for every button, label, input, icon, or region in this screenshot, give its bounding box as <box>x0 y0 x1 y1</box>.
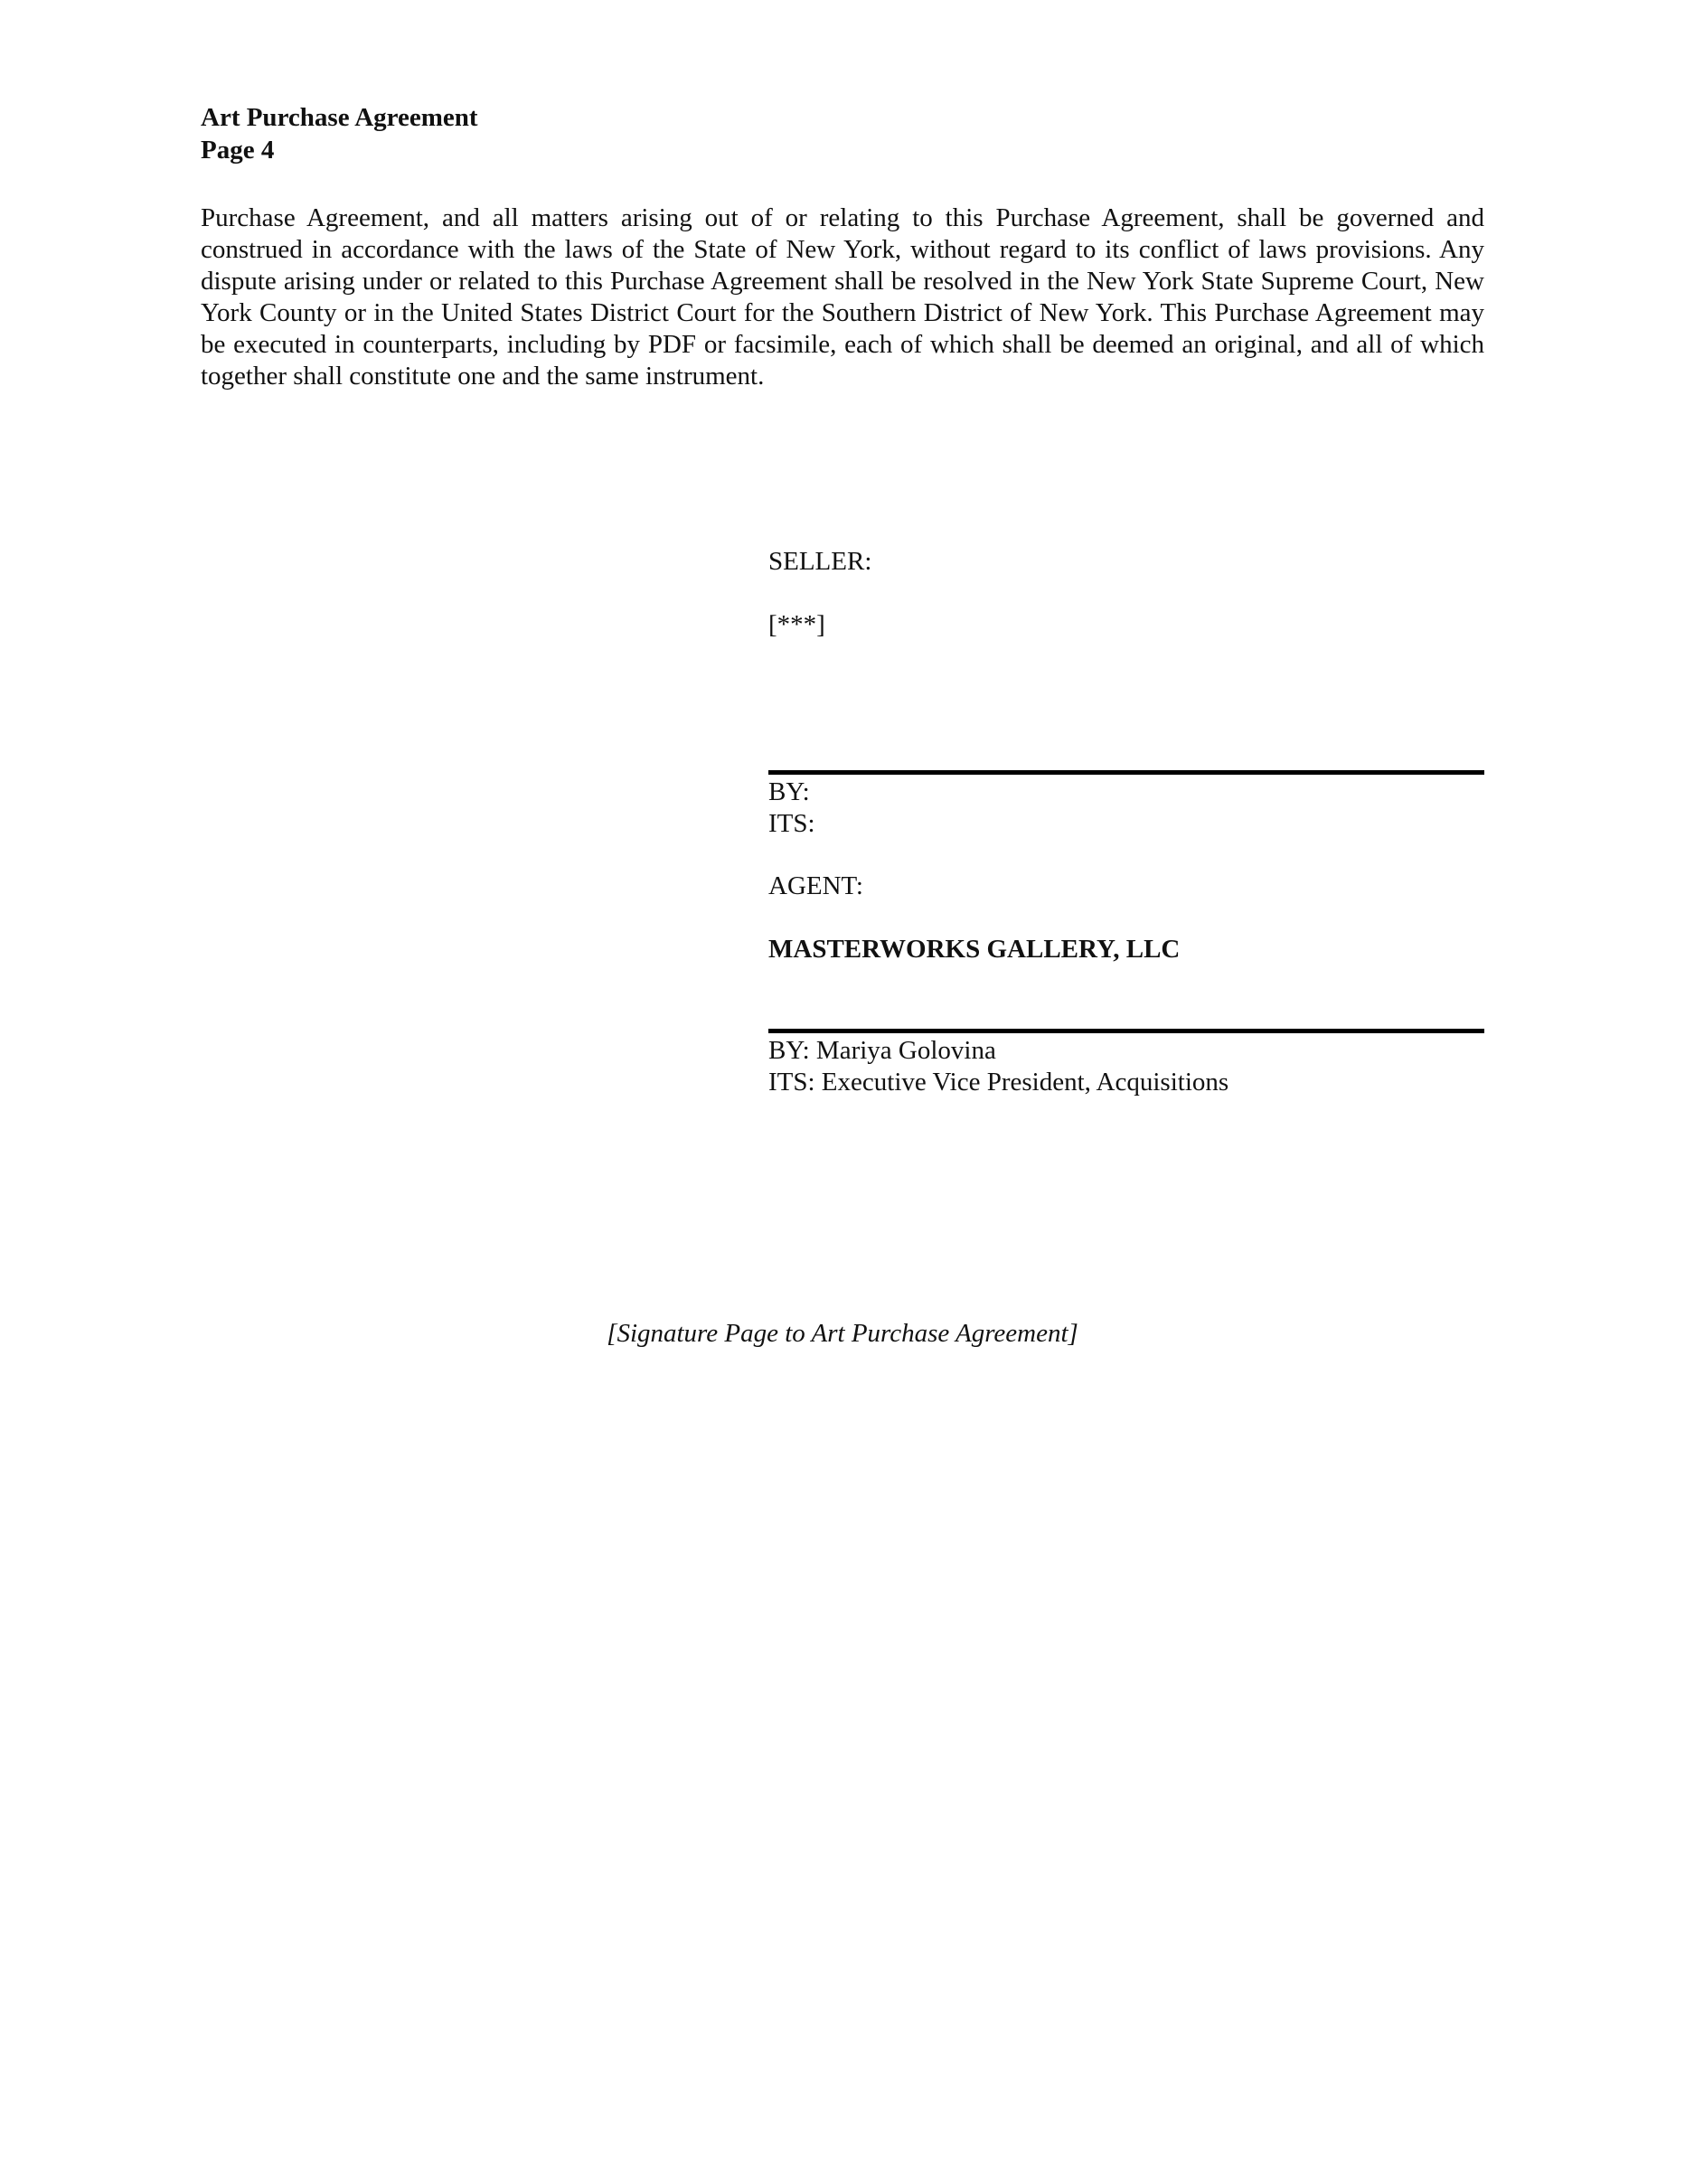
seller-label: SELLER: <box>768 547 872 576</box>
agent-label: AGENT: <box>768 871 863 900</box>
seller-signature-line <box>768 770 1484 775</box>
page-number: Page 4 <box>201 136 275 165</box>
agent-its: ITS: Executive Vice President, Acquisitions <box>768 1068 1229 1097</box>
governing-law-paragraph: Purchase Agreement, and all matters arising out of or relating to this Purchase Agreement, shall be governed and construed in accordance with the laws of the State of New York, without regard to its conflict of laws provisions. Any dispute arising under or related to this Purchase Agreement shall be resolved in the New York State Supreme Court, New York County or in the United States District Court for the Southern District of New York. This Purchase Agreement may be executed in counterparts, including by PDF or facsimile, each of which shall be deemed an original, and all of which together shall constitute one and the same instrument. <box>201 203 1484 391</box>
document-header <box>201 101 478 166</box>
signature-page-caption: [Signature Page to Art Purchase Agreement] <box>607 1319 1078 1348</box>
seller-name: [***] <box>768 610 825 639</box>
agent-signature-line <box>768 1029 1484 1033</box>
seller-its: ITS: <box>768 809 815 838</box>
agent-by: BY: Mariya Golovina <box>768 1036 996 1065</box>
document-title: Art Purchase Agreement <box>201 103 478 132</box>
agent-name: MASTERWORKS GALLERY, LLC <box>768 935 1181 964</box>
seller-by: BY: <box>768 777 810 806</box>
